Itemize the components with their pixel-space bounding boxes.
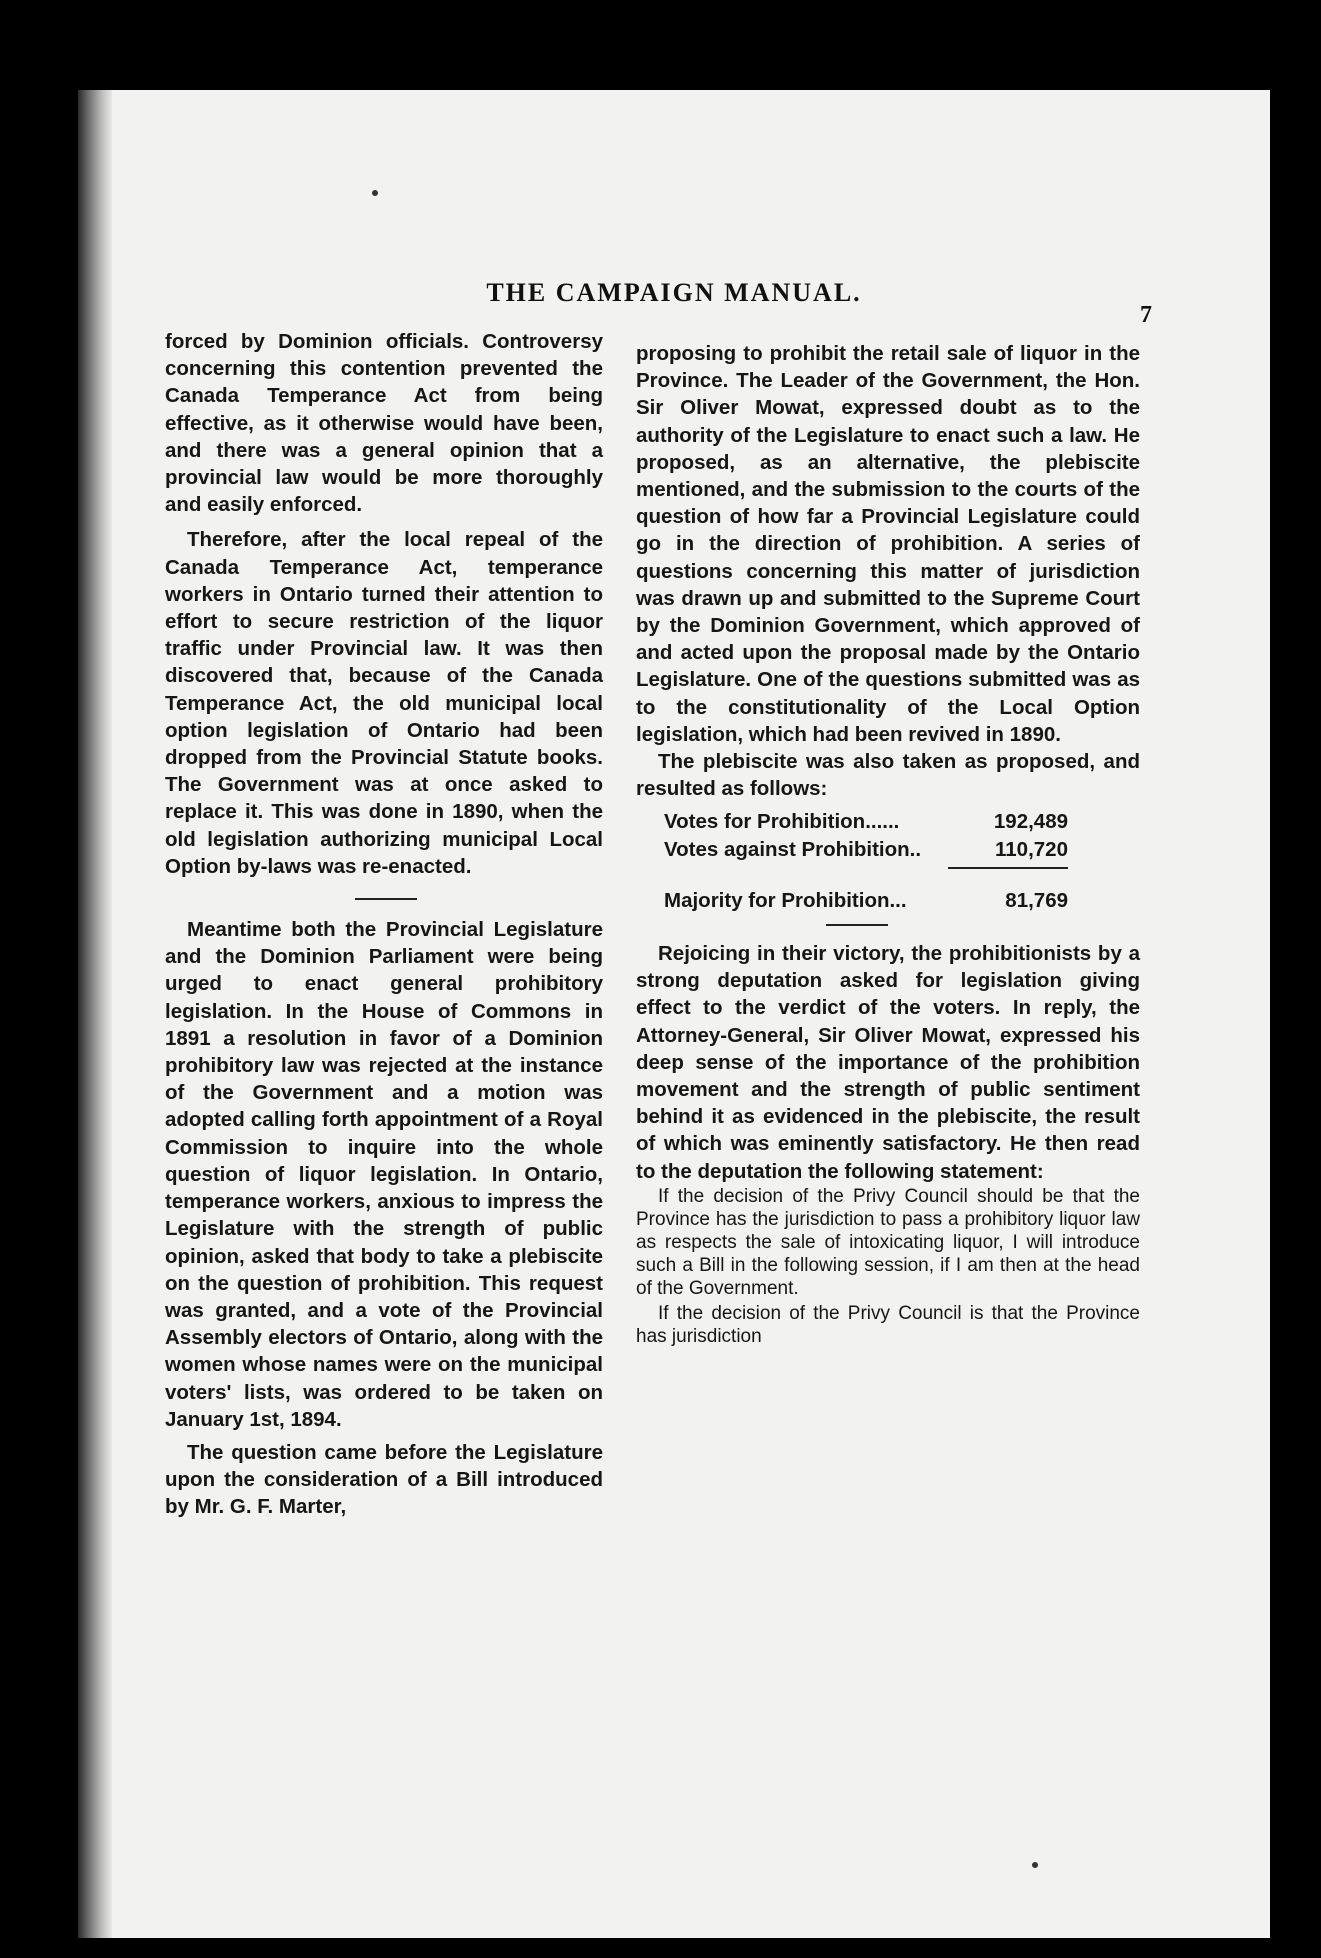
sum-rule	[948, 867, 1068, 869]
votes-for-row	[664, 808, 1068, 835]
right-column	[636, 340, 1140, 1348]
paragraph: Rejoicing in their victory, the prohibitionists by a strong deputation asked for legislation giving effect to the verdict of the voters. In reply, the Attorney-General, Sir Oliver Mowat, expressed his deep sense of the importance of the prohibition movement and the strength of public sentiment behind it as evidenced in the plebiscite, the result of which was eminently satisfactory. He then read to the deputation the following statement:	[636, 942, 1140, 1183]
votes-for-value: 192,489	[993, 810, 1068, 834]
print-speck	[372, 190, 378, 196]
section-divider	[826, 924, 888, 926]
paragraph: Therefore, after the local repeal of the Canada Temperance Act, temperance workers in Ontario turned their attention to effort to secure restriction of the liquor traffic under Provincial law. It was then discovered that, because of the Canada Temperance Act, the old municipal local option legislation of Ontario had been dropped from the Provincial Statute books. The Government was at once asked to replace it. This was done in 1890, when the old legislation authorizing municipal Local Option by-laws was re-enacted.	[165, 528, 603, 878]
page-number: 7	[1140, 302, 1152, 328]
print-speck	[1032, 1862, 1038, 1868]
majority-value: 81,769	[1005, 888, 1068, 912]
votes-against-label: Votes against Prohibition..	[664, 837, 922, 861]
book-binding-edge	[78, 90, 112, 1938]
paragraph: Meantime both the Provincial Legislature and the Dominion Parliament were being urged to enact general prohibitory legislation. In the House of Commons in 1891 a resolution in favor of a Dominion prohibitory law was rejected at the instance of the Government and a motion was adopted calling forth appointment of a Royal Commission to inquire into the whole question of liquor legislation. In Ontario, temperance workers, anxious to impress the Legislature with the strength of public opinion, asked that body to take a plebiscite on the question of prohibition. This request was granted, and a vote of the Provincial Assembly electors of Ontario, along with the women whose names were on the municipal voters' lists, was ordered to be taken on January 1st, 1894.	[165, 918, 603, 1431]
paragraph: forced by Dominion officials. Controversy concerning this contention prevented the Canada Temperance Act from being effective, as it otherwise would have been, and there was a general opinion that a provincial law would be more thoroughly and easily enforced.	[165, 330, 603, 517]
plebiscite-results	[664, 808, 1068, 914]
votes-against-value: 110,720	[995, 837, 1068, 861]
running-title: THE CAMPAIGN MANUAL.	[486, 278, 862, 307]
section-divider	[355, 898, 417, 900]
left-column	[165, 328, 603, 1521]
votes-against-row	[664, 836, 1068, 863]
paragraph: The plebiscite was also taken as proposed, and resulted as follows:	[636, 750, 1140, 801]
majority-row	[664, 887, 1068, 914]
quoted-statement: If the decision of the Privy Council is that the Province has jurisdiction	[636, 1302, 1140, 1347]
book-page	[78, 90, 1270, 1938]
quoted-statement: If the decision of the Privy Council should be that the Province has the jurisdiction to pass a prohibitory liquor law as respects the sale of intoxicating liquor, I will introduce such a Bill in the following session, if I am then at the head of the Government.	[636, 1185, 1140, 1299]
paragraph: proposing to prohibit the retail sale of liquor in the Province. The Leader of the Government, the Hon. Sir Oliver Mowat, expressed doubt as to the authority of the Legislature to enact such a law. He proposed, as an alternative, the plebiscite mentioned, and the submission to the courts of the question of how far a Provincial Legislature could go in the direction of prohibition. A series of questions concerning this matter of jurisdiction was drawn up and submitted to the Supreme Court by the Dominion Government, which approved of and acted upon the proposal made by the Ontario Legislature. One of the questions submitted was as to the constitutionality of the Local Option legislation, which had been revived in 1890.	[636, 342, 1140, 746]
paragraph: The question came before the Legislature upon the consideration of a Bill introduced by Mr. G. F. Marter,	[165, 1440, 603, 1519]
votes-for-label: Votes for Prohibition......	[664, 810, 900, 834]
majority-label: Majority for Prohibition...	[664, 888, 907, 912]
